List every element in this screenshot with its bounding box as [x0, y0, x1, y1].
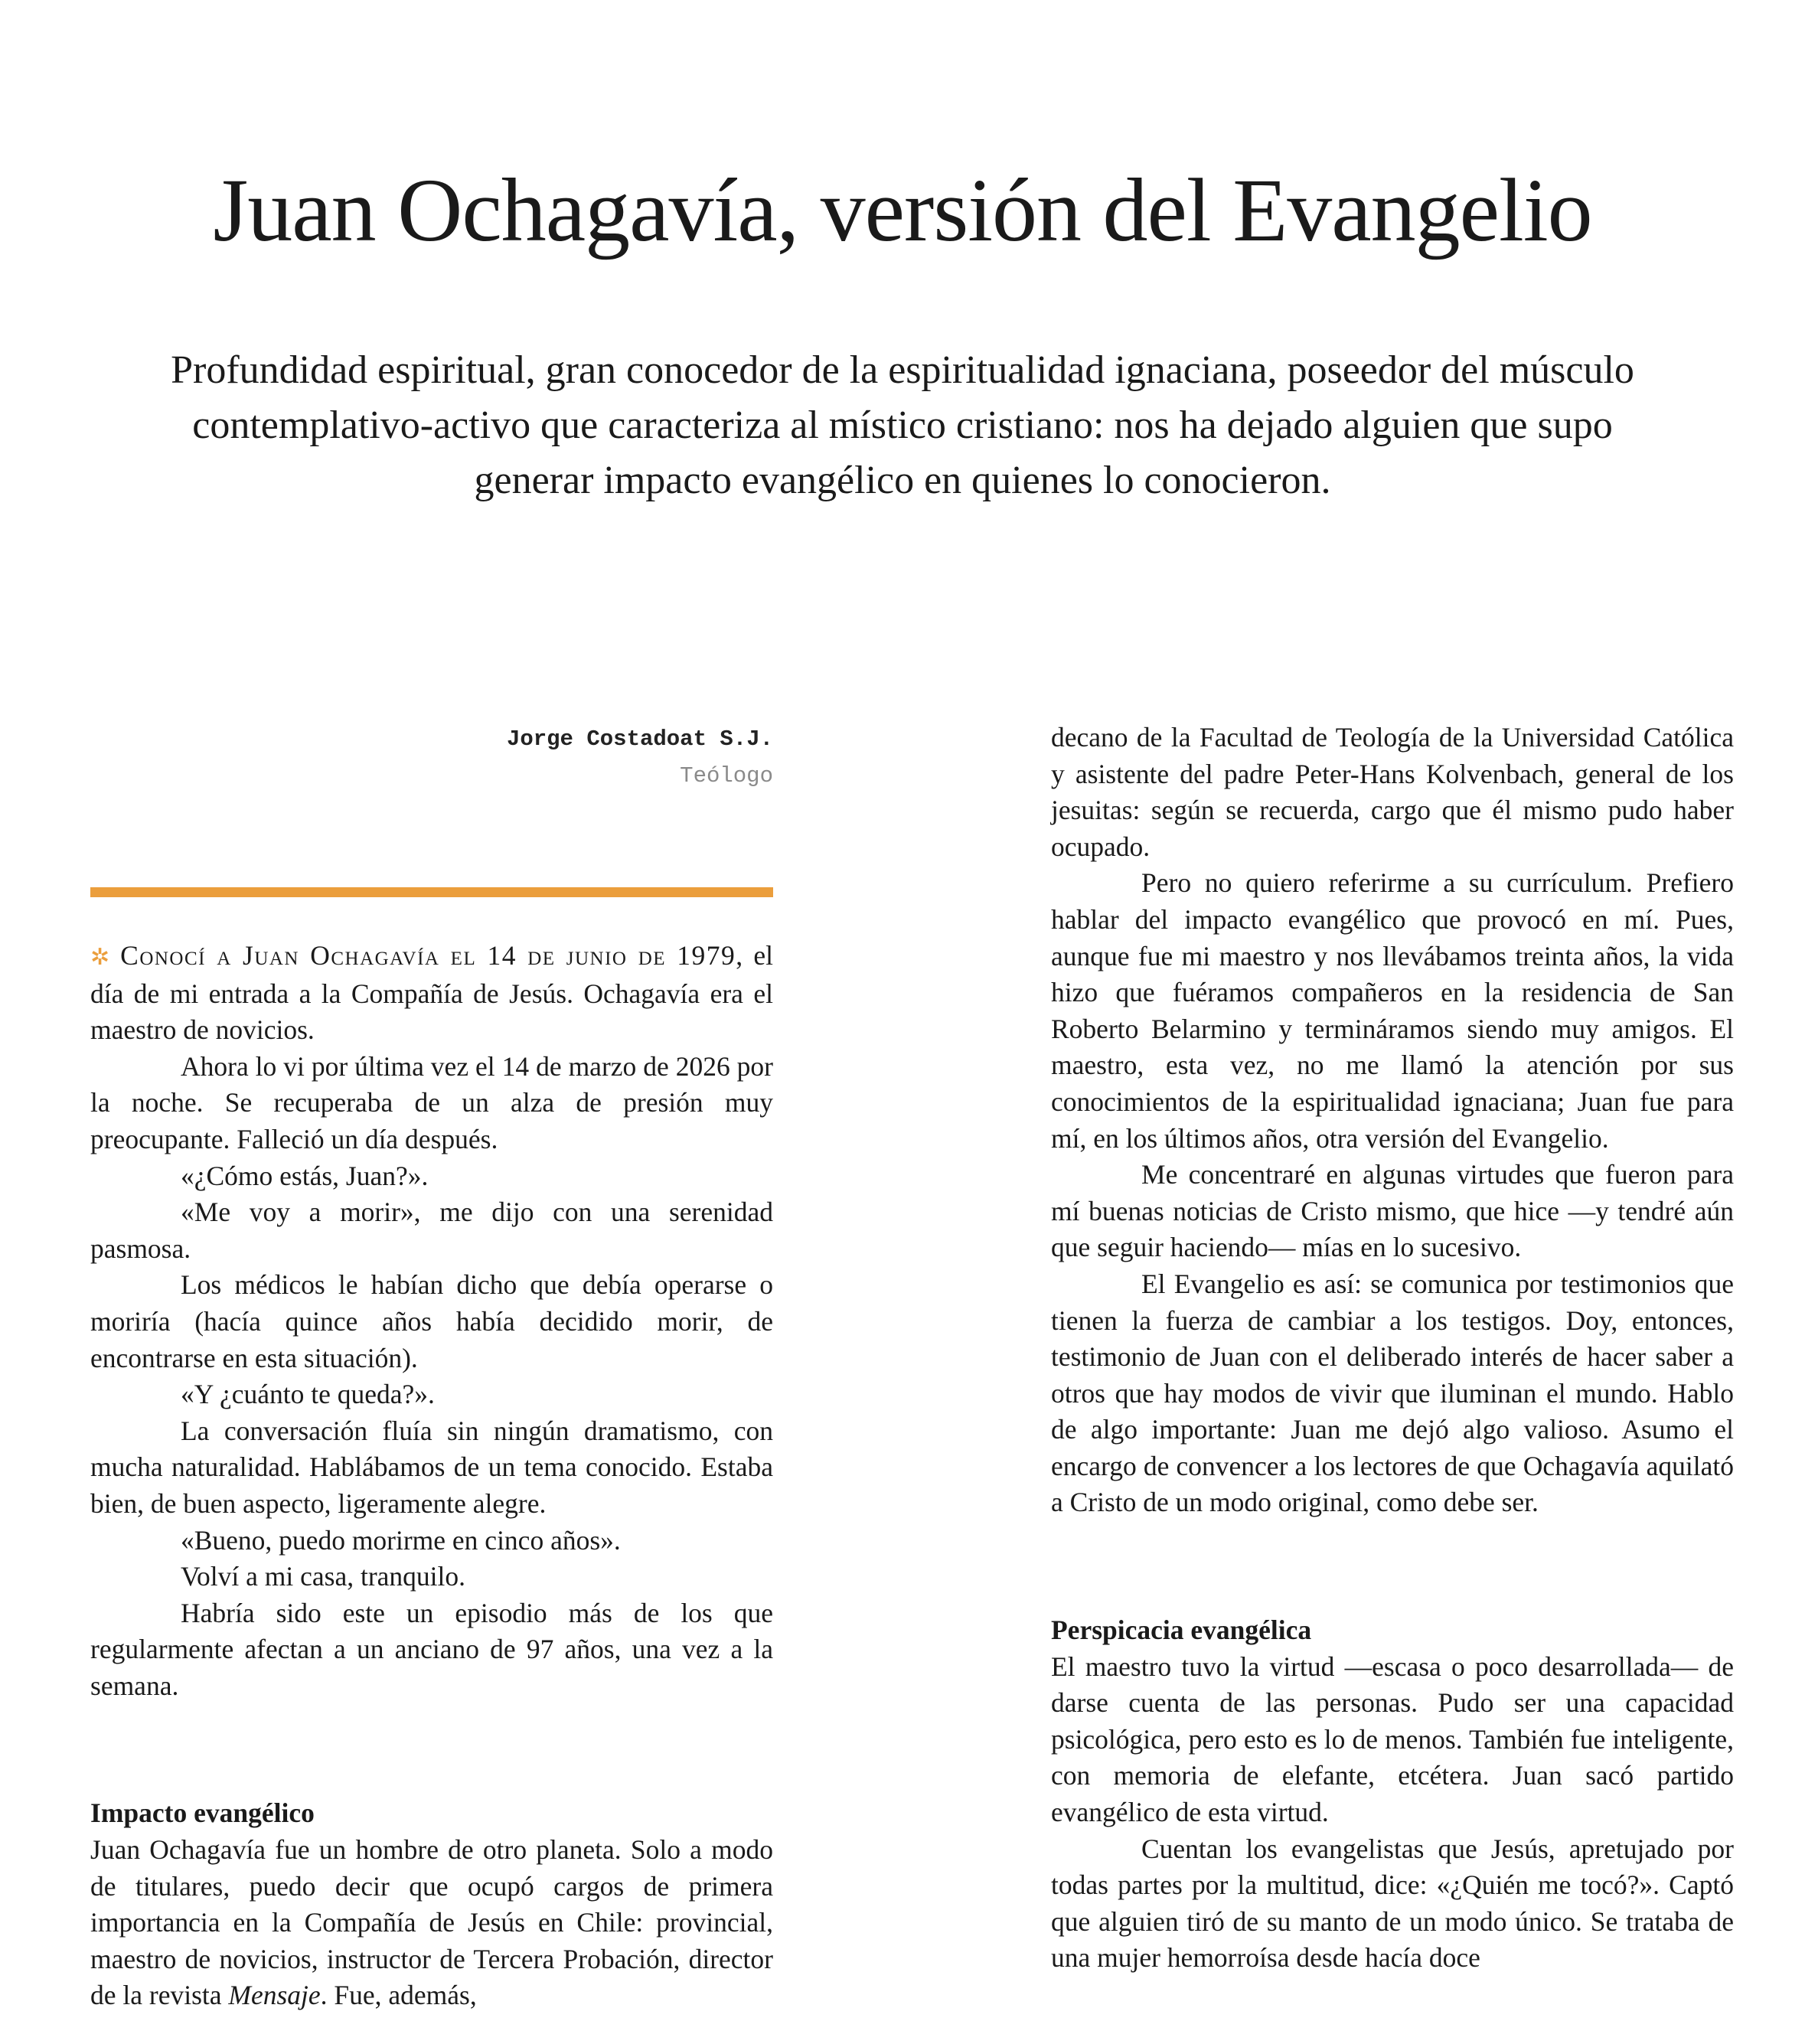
paragraph: El maestro tuvo la virtud —escasa o poco desarrollada— de darse cuenta de las personas. Pudo ser una capacidad psicológica, pero esto es lo de menos. También fue inteligente, con memoria de elefante, etcétera. Juan sacó partido evangélico de esta virtud.: [1051, 1651, 1734, 1828]
paragraph: Ahora lo vi por última vez el 14 de marzo de 2026 por la noche. Se recuperaba de un alza de presión muy preocupante. Falleció un día después.: [90, 1050, 773, 1154]
byline: [90, 721, 773, 795]
intro-rest: el día de mi entrada a la Compañía de Jesús. Ochagavía era el maestro de novicios.: [90, 940, 773, 1046]
section-heading-perspicacia: Perspicacia evangélica: [1051, 1615, 1312, 1646]
flower-ornament-icon: ✲: [90, 945, 110, 970]
byline-author: Jorge Costadoat S.J.: [506, 727, 773, 752]
paragraph: decano de la Facultad de Teología de la Universidad Católica y asistente del padre Peter-Hans Kolvenbach, general de los jesuitas: según se recuerda, cargo que él mismo pudo haber ocupado.: [1051, 722, 1734, 862]
column-right: [1051, 720, 1734, 1977]
intro-smallcaps: Conocí a Juan Ochagavía el 14 de junio de 1979,: [120, 940, 744, 971]
section-gap: [90, 1704, 773, 1795]
paragraph-text: Juan Ochagavía fue un hombre de otro planeta. Solo a modo de titulares, puedo decir que ocupó cargos de primera importancia en la Compañía de Jesús en Chile: provincial, maestro de novicios, instructor de Tercera Probación, director de la revista: [90, 1834, 773, 2011]
paragraph: «¿Cómo estás, Juan?».: [181, 1160, 429, 1191]
paragraph: [90, 1832, 773, 2014]
paragraph: Habría sido este un episodio más de los que regularmente afectan a un anciano de 97 años, una vez a la semana.: [90, 1597, 773, 1701]
paragraph: Pero no quiero referirme a su currículum. Prefiero hablar del impacto evangélico que provocó en mí. Pues, aunque fue mi maestro y nos llevábamos treinta años, la vida hizo que fuéramos compañeros en la residencia de San Roberto Belarmino y termináramos siendo muy amigos. El maestro, esta vez, no me llamó la atención por sus conocimientos de la espiritualidad ignaciana; Juan fue para mí, en los últimos años, otra versión del Evangelio.: [1051, 867, 1734, 1154]
paragraph: «Bueno, puedo morirme en cinco años».: [181, 1524, 621, 1556]
paragraph: «Y ¿cuánto te queda?».: [181, 1379, 435, 1410]
accent-rule: [90, 887, 773, 897]
paragraph: Volví a mi casa, tranquilo.: [181, 1561, 466, 1592]
magazine-name: Mensaje: [228, 1980, 321, 2011]
paragraph: Cuentan los evangelistas que Jesús, apretujado por todas partes por la multitud, dice: «¿Quién me tocó?». Captó que alguien tiró de su manto de un modo único. Se trataba de una mujer hemorroísa desde hacía doce: [1051, 1833, 1734, 1974]
column-left: [90, 938, 773, 2014]
section-heading-impacto: Impacto evangélico: [90, 1797, 315, 1829]
paragraph: Los médicos le habían dicho que debía operarse o moriría (hacía quince años había decidido morir, de encontrarse en esta situación).: [90, 1269, 773, 1373]
byline-role: Teólogo: [680, 763, 773, 789]
article-lede: Profundidad espiritual, gran conocedor de la espiritualidad ignaciana, poseedor del músculo contemplativo-activo que caracteriza al místico cristiano: nos ha dejado alguien que supo generar impacto evangélico en quienes lo conocieron.: [171, 348, 1634, 502]
paragraph: Me concentraré en algunas virtudes que fueron para mí buenas noticias de Cristo mismo, que hice —y tendré aún que seguir haciendo— mías en lo sucesivo.: [1051, 1159, 1734, 1263]
paragraph: «Me voy a morir», me dijo con una serenidad pasmosa.: [90, 1197, 773, 1264]
paragraph: El Evangelio es así: se comunica por testimonios que tienen la fuerza de cambiar a los testigos. Doy, entonces, testimonio de Juan con el deliberado interés de hacer saber a otros que hay modos de vivir que iluminan el mundo. Hablo de algo importante: Juan me dejó algo valioso. Asumo el encargo de convencer a los lectores de que Ochagavía aquilató a Cristo de un modo original, como debe ser.: [1051, 1268, 1734, 1518]
intro-paragraph: [90, 938, 773, 1049]
article-title: Juan Ochagavía, versión del Evangelio: [213, 160, 1592, 260]
paragraph: La conversación fluía sin ningún dramatismo, con mucha naturalidad. Hablábamos de un tema conocido. Estaba bien, de buen aspecto, ligeramente alegre.: [90, 1415, 773, 1519]
paragraph-text: . Fue, además,: [320, 1980, 477, 2011]
section-gap: [1051, 1521, 1734, 1612]
